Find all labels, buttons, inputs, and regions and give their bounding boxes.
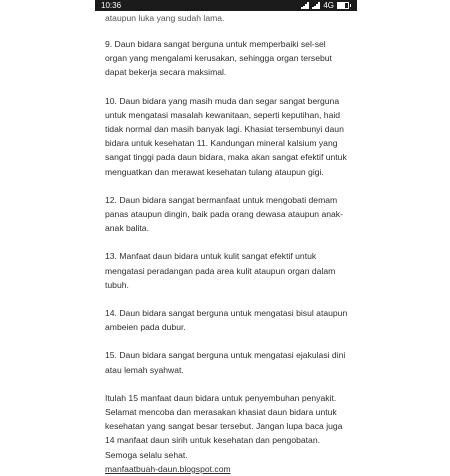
battery-tip <box>350 4 351 7</box>
list-item: 15. Daun bidara sangat berguna untuk mengatasi ejakulasi dini atau lemah syahwat. <box>105 350 346 375</box>
status-icons <box>301 0 351 11</box>
list-item: 10. Daun bidara yang masih muda dan segar sangat berguna untuk mengatasi masalah kewanitaan, seperti keputihan, haid tidak normal dan masih banyak lagi. Khasiat tersembunyi daun bidara untuk kesehatan 11. Kandungan mineral kalsium yang sangat tinggi pada daun bidara, maka akan sangat efektif untuk menguatkan dan merawat kesehatan tulang ataupun gigi. <box>105 95 347 177</box>
article-fragment: ataupun luka yang sudah lama. <box>105 13 225 23</box>
article-closing: Itulah 15 manfaat daun bidara untuk penyembuhan penyakit. Selamat mencoba dan merasakan khasiat daun bidara untuk kesehatan yang sangat besar tersebut. Jangan lupa baca juga 14 manfaat daun sirih untuk kesehatan dan pengobatan. Semoga selalu sehat. <box>105 392 343 460</box>
list-item: 9. Daun bidara sangat berguna untuk memperbaiki sel-sel organ yang mengalami kerusakan, sehingga organ tersebut dapat bekerja secara maksimal. <box>105 39 332 78</box>
article-body <box>95 11 357 476</box>
list-item: 13. Manfaat daun bidara untuk kulit sangat efektif untuk mengatasi peradangan pada area kulit ataupun organ dalam tubuh. <box>105 251 336 290</box>
source-link[interactable]: manfaatbuah-daun.blogspot.com <box>105 463 231 474</box>
status-bar <box>95 0 357 11</box>
phone-screen <box>95 0 357 474</box>
signal-icon <box>301 2 309 9</box>
status-time: 10:36 <box>101 1 122 10</box>
signal-icon-2 <box>312 2 320 9</box>
list-item: 14. Daun bidara sangat berguna untuk mengatasi bisul ataupun ambeien pada dubur. <box>105 308 348 333</box>
network-type-label: 4G <box>323 1 334 10</box>
list-item: 12. Daun bidara sangat bermanfaat untuk mengobati demam panas ataupun dingin, baik pada orang dewasa ataupun anak-anak balita. <box>105 194 343 234</box>
battery-icon <box>337 2 349 9</box>
